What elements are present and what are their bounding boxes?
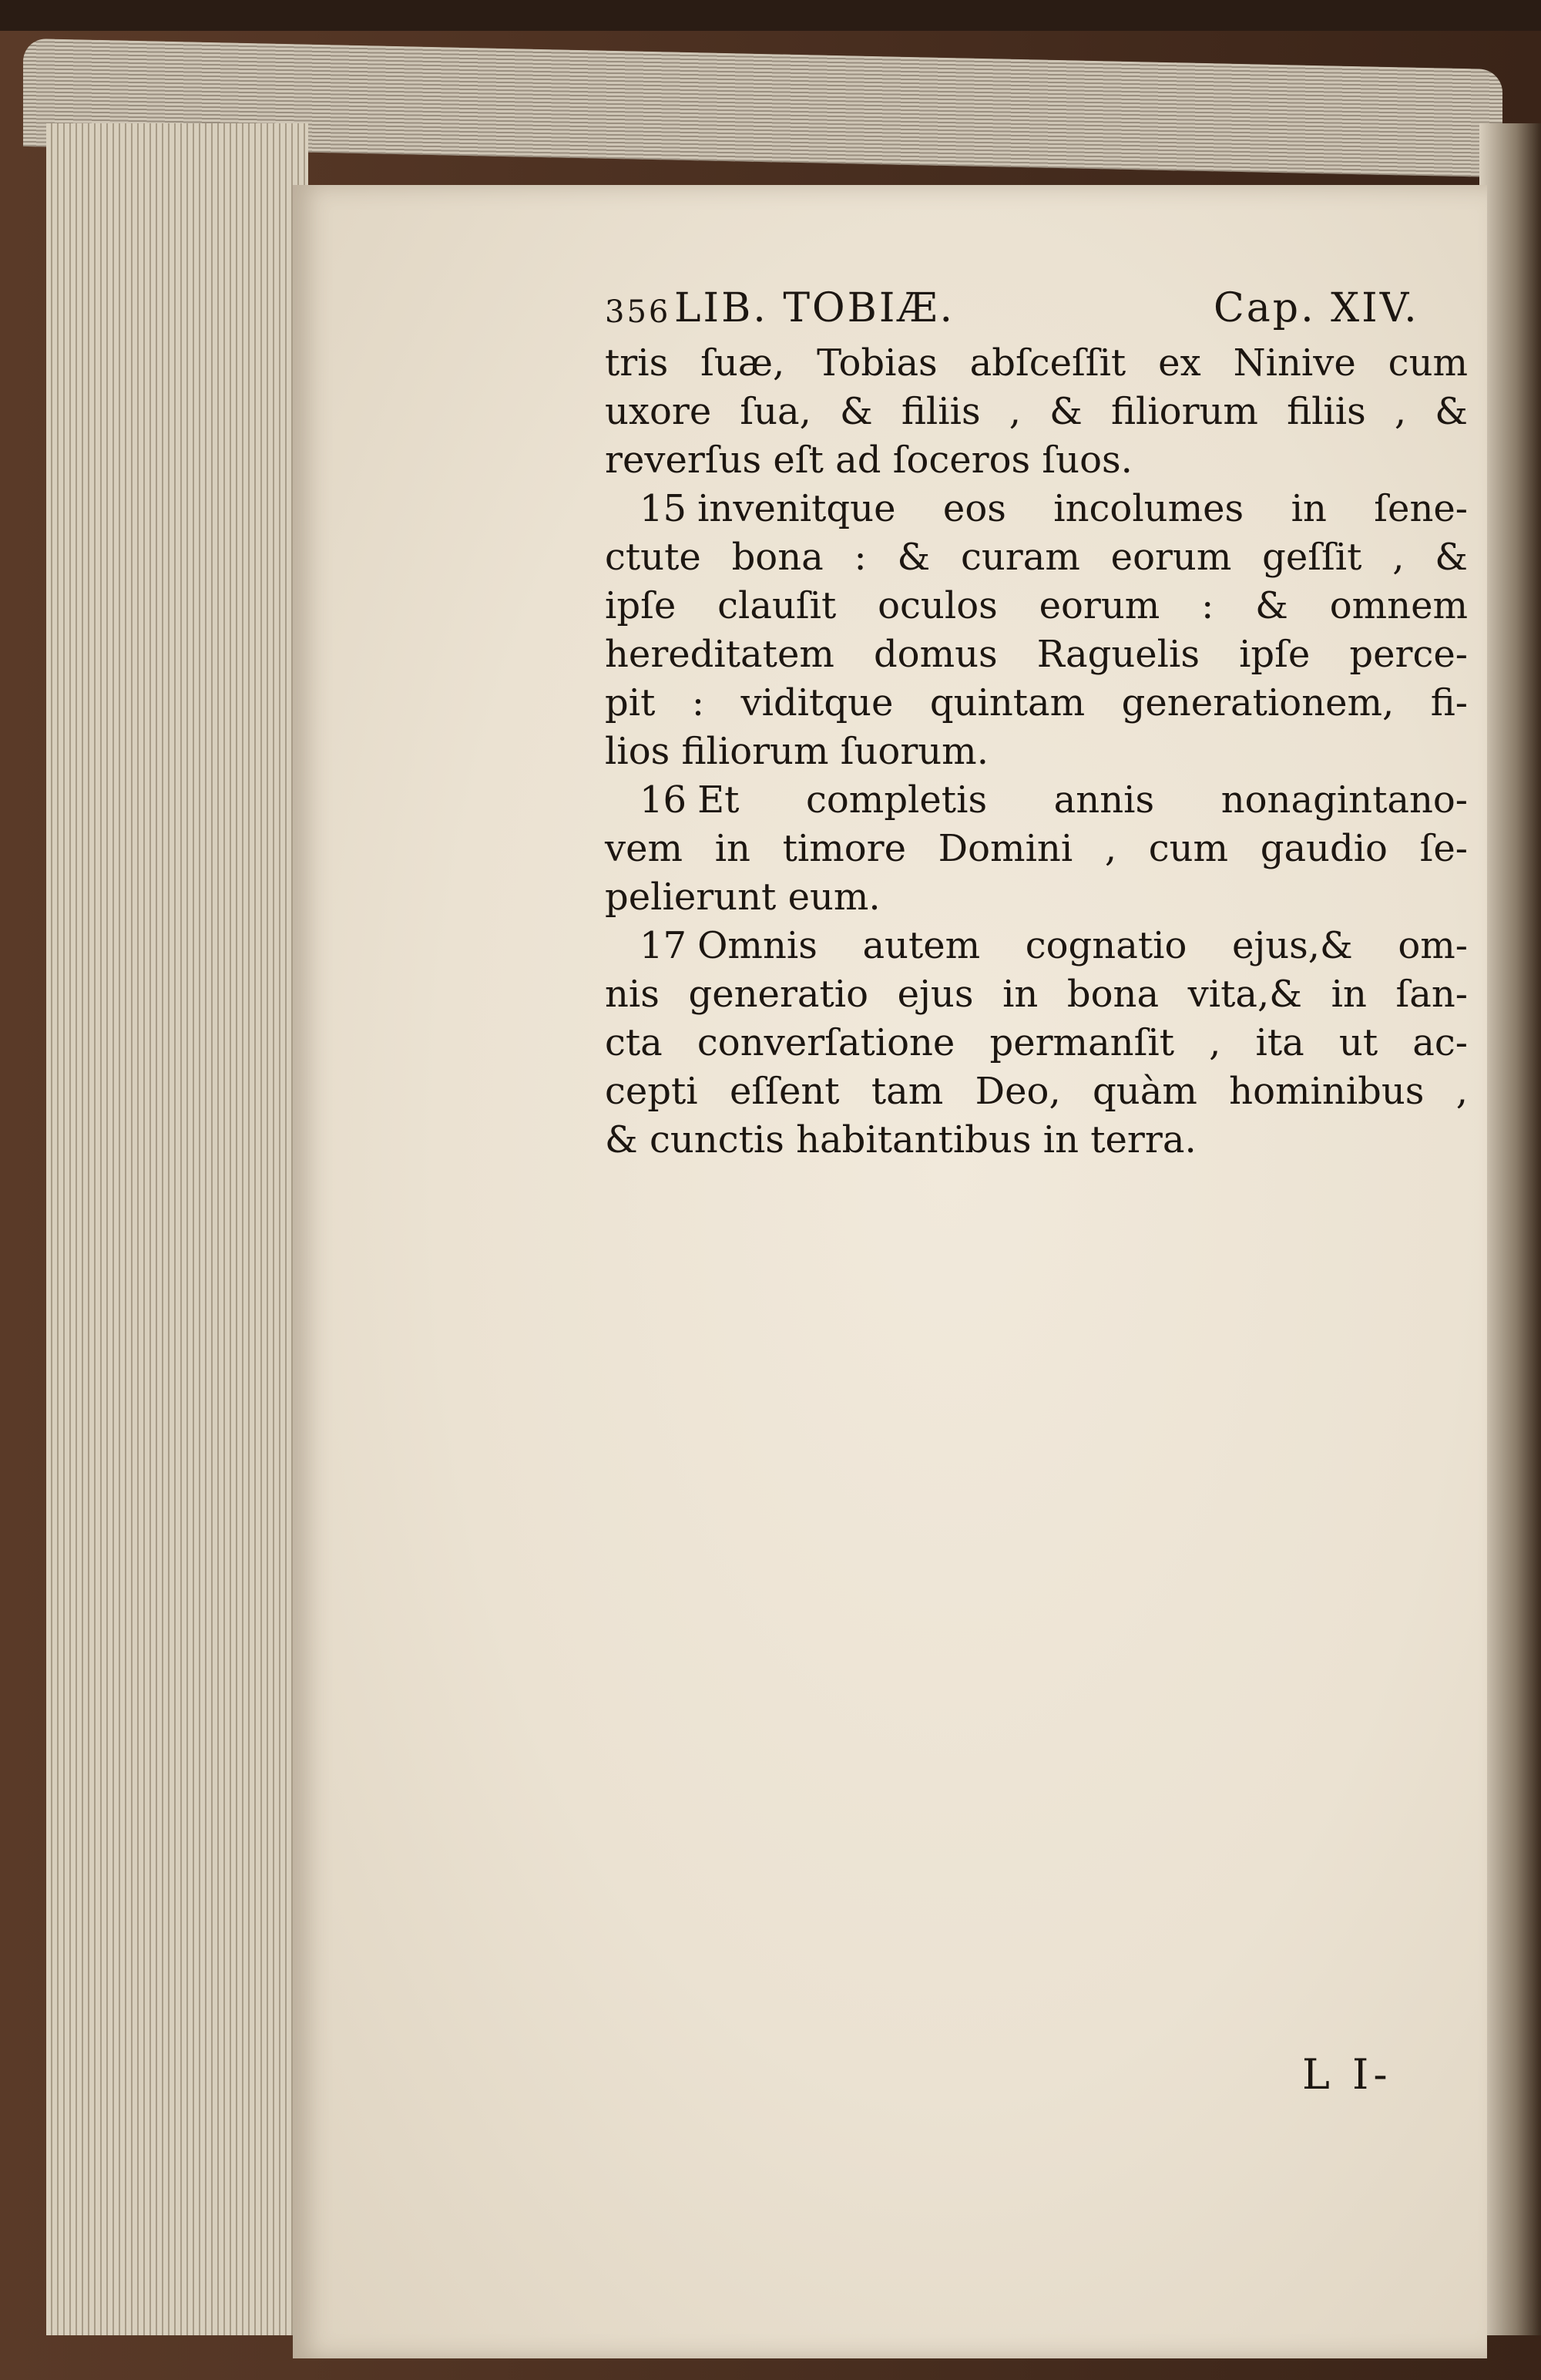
running-header — [605, 277, 1468, 339]
text-line: pit : viditque quintam generationem, fi- — [605, 681, 1468, 724]
verse-number: 16 — [640, 778, 687, 822]
text-line: hereditatem domus Raguelis ipſe perce- — [605, 633, 1468, 676]
paragraph-continuation — [605, 339, 1468, 485]
text-line: ctute bona : & curam eorum geſſit , & — [605, 536, 1468, 579]
text-line: & cunctis habitantibus in terra. — [605, 1118, 1197, 1161]
text-line — [605, 922, 1468, 970]
text-line: cta converſatione permanſit , ita ut ac- — [605, 1021, 1468, 1064]
text-line: nis generatio ejus in bona vita,& in ſan- — [605, 973, 1468, 1016]
text-line: lios filiorum ſuorum. — [605, 730, 989, 773]
running-title: LIB. TOBIÆ. — [674, 285, 955, 331]
text-line — [605, 776, 1468, 825]
verse-number: 17 — [640, 924, 687, 967]
verse-text: Et completis annis nonagintano- — [697, 778, 1468, 822]
catchword: L I- — [1302, 2050, 1392, 2099]
text-line: tris ſuæ, Tobias abſceſſit ex Ninive cum — [605, 341, 1468, 385]
chapter-label: Cap. XIV. — [1214, 285, 1419, 331]
text-line — [605, 485, 1468, 533]
verse-text: Omnis autem cognatio ejus,& om- — [697, 924, 1468, 967]
verse-15 — [605, 485, 1468, 776]
page-number: 356 — [605, 294, 671, 330]
text-line: uxore ſua, & filiis , & filiorum filiis , & — [605, 390, 1468, 433]
text-line: vem in timore Domini , cum gaudio ſe- — [605, 827, 1468, 870]
text-line: reverſus eſt ad ſoceros ſuos. — [605, 439, 1133, 482]
verse-text: invenitque eos incolumes in ſene- — [697, 487, 1468, 530]
text-line: ipſe clauſit oculos eorum : & omnem — [605, 584, 1468, 627]
verse-16 — [605, 776, 1468, 922]
text-block — [605, 277, 1468, 1165]
text-line: pelierunt eum. — [605, 876, 881, 919]
verse-17 — [605, 922, 1468, 1165]
verse-number: 15 — [640, 487, 687, 530]
page-edge-right — [1479, 123, 1541, 2335]
stacked-pages-left — [46, 123, 308, 2335]
text-line: cepti eſſent tam Deo, quàm hominibus , — [605, 1070, 1468, 1113]
